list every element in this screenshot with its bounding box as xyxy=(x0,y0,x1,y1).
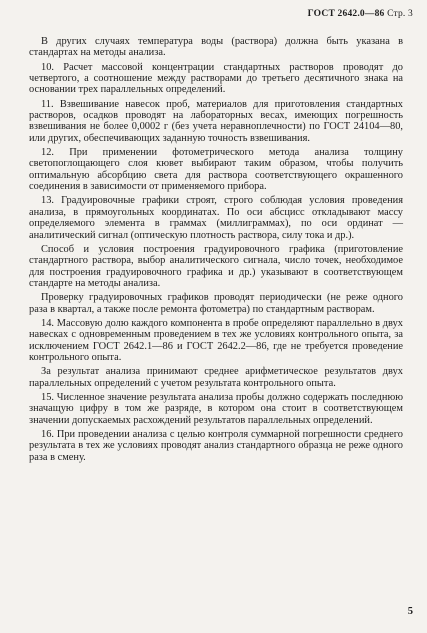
paragraph-13-check: Проверку градуировочных графиков проводят периодически (не реже одного раза в квартал, а также после ремонта фотометра) по стандартным растворам. xyxy=(29,292,403,315)
paragraph-12: 12. При применении фотометрического метода анализа толщину светопоглощающего слоя кювет выбирают таким образом, чтобы получить оптимальную абсорбцию света для раствора соответствующего окрашенного соединения в зависимости от применяемого прибора. xyxy=(29,147,403,193)
paragraph-13: 13. Градуировочные графики строят, строго соблюдая условия проведения анализа, в прямоугольных координатах. По оси абсцисс откладывают массу определяемого элемента в граммах (миллиграммах), по оси ординат — аналитический сигнал (оптическую плотность раствора, силу тока и др.). xyxy=(29,195,403,241)
paragraph-14-result: За результат анализа принимают среднее арифметическое результатов двух параллельных определений с учетом результата контрольного опыта. xyxy=(29,366,403,389)
paragraph-13-method: Способ и условия построения градуировочного графика (приготовление стандартного раствора, выбор аналитического сигнала, число точек, необходимое для построения градуировочного графика и др.) указывают в соответствующем стандарте на методы анализа. xyxy=(29,243,403,289)
paragraph-10: 10. Расчет массовой концентрации стандартных растворов проводят до четвертого, а соотношение между растворами до третьего десятичного знака на основании трех параллельных определений. xyxy=(29,61,403,96)
paragraph-15: 15. Численное значение результата анализа пробы должно содержать последнюю значащую цифру в том же разряде, в котором она стоит в соответствующем значении допускаемых расхождений результатов параллельных определений. xyxy=(29,391,403,426)
page-number: 5 xyxy=(407,606,413,617)
page-label: Стр. 3 xyxy=(387,9,413,19)
paragraph-14: 14. Массовую долю каждого компонента в пробе определяют параллельно в двух навесках с одновременным проведением в тех же условиях контрольного опыта, за исключением ГОСТ 2642.1—86 и ГОСТ 2642.2—86, где не требуется проведение контрольного опыта. xyxy=(29,317,403,363)
paragraph-11: 11. Взвешивание навесок проб, материалов для приготовления стандартных растворов, осадков проводят на лабораторных весах, имеющих погрешность взвешивания не более 0,0002 г (без учета неравноплечности) по ГОСТ 24104—80, или других, обеспечивающих заданную точность взвешивания. xyxy=(29,98,403,144)
paragraph-16: 16. При проведении анализа с целью контроля суммарной погрешности среднего результата в тех же условиях проводят анализ стандартного образца не реже одного раза в смену. xyxy=(29,429,403,463)
page-header xyxy=(308,9,413,19)
paragraph-intro: В других случаях температура воды (раствора) должна быть указана в стандартах на методы анализа. xyxy=(29,36,403,59)
document-body xyxy=(29,36,403,466)
standard-code: ГОСТ 2642.0—86 xyxy=(307,9,385,19)
